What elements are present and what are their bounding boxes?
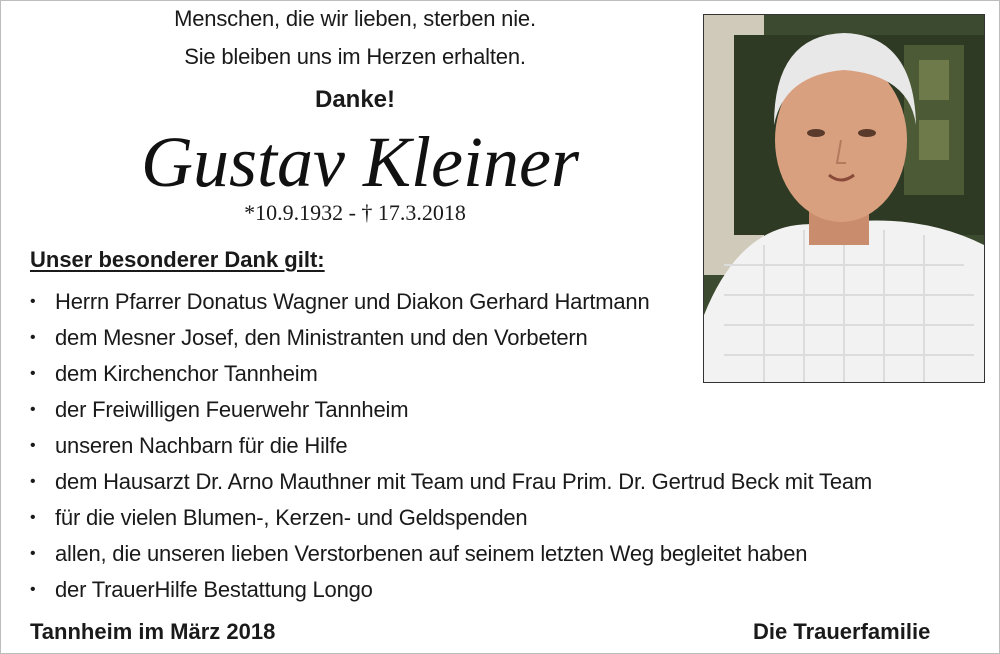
list-item-text: für die vielen Blumen-, Kerzen- und Geldspenden [55, 505, 528, 530]
list-item [30, 572, 872, 608]
bullet-icon: • [30, 473, 36, 490]
quote-line-2: Sie bleiben uns im Herzen erhalten. [184, 44, 526, 69]
bullet-icon: • [30, 293, 36, 310]
list-item [30, 500, 872, 536]
list-item-text: dem Mesner Josef, den Ministranten und den Vorbetern [55, 325, 588, 350]
list-item [30, 464, 872, 500]
signature: Die Trauerfamilie [753, 619, 931, 644]
bullet-icon: • [30, 329, 36, 346]
place-date: Tannheim im März 2018 [30, 619, 276, 644]
quote-line-1: Menschen, die wir lieben, sterben nie. [174, 6, 536, 31]
list-item [30, 392, 872, 428]
list-item-text: der Freiwilligen Feuerwehr Tannheim [55, 397, 409, 422]
thanks-list-heading: Unser besonderer Dank gilt: [30, 247, 325, 272]
list-item-text: dem Kirchenchor Tannheim [55, 361, 318, 386]
list-item-text: allen, die unseren lieben Verstorbenen auf seinem letzten Weg begleitet haben [55, 541, 808, 566]
list-item-text: dem Hausarzt Dr. Arno Mauthner mit Team und Frau Prim. Dr. Gertrud Beck mit Team [55, 469, 873, 494]
bullet-icon: • [30, 545, 36, 562]
list-item-text: unseren Nachbarn für die Hilfe [55, 433, 348, 458]
bullet-icon: • [30, 401, 36, 418]
bullet-icon: • [30, 365, 36, 382]
list-item [30, 428, 872, 464]
bullet-icon: • [30, 437, 36, 454]
bullet-icon: • [30, 581, 36, 598]
list-item-text: Herrn Pfarrer Donatus Wagner und Diakon Gerhard Hartmann [55, 289, 650, 314]
list-item-text: der TrauerHilfe Bestattung Longo [55, 577, 373, 602]
portrait-photo [703, 14, 985, 383]
list-item [30, 536, 872, 572]
bullet-icon: • [30, 509, 36, 526]
thanks-heading: Danke! [314, 86, 396, 113]
life-dates: *10.9.1932 - † 17.3.2018 [244, 200, 466, 225]
portrait-image [704, 15, 984, 382]
deceased-name: Gustav Kleiner [141, 122, 579, 202]
